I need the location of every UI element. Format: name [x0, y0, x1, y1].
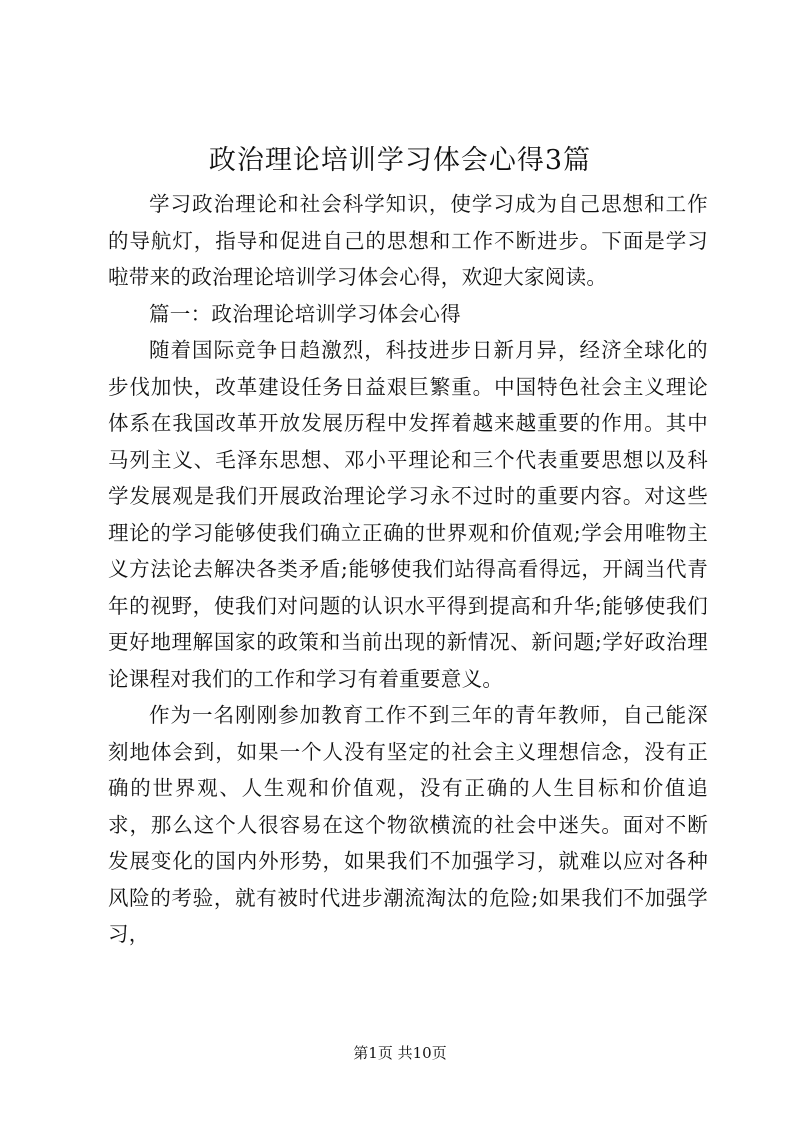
page-number-footer: 第1页 共10页: [353, 1044, 447, 1062]
section-heading: 篇一：政治理论培训学习体会心得: [149, 301, 461, 326]
body-paragraph-2: 作为一名刚刚参加教育工作不到三年的青年教师，自己能深刻地体会到，如果一个人没有坚定的社会主义理想信念，没有正确的世界观、人生观和价值观，没有正确的人生目标和价值追求，那么这个人很容易在这个物欲横流的社会中迷失。面对不断发展变化的国内外形势，如果我们不加强学习，就难以应对各种风险的考验，就有被时代进步潮流淘汰的危险;如果我们不加强学习，: [108, 703, 708, 946]
body-paragraph-1: 随着国际竞争日趋激烈，科技进步日新月异，经济全球化的步伐加快，改革建设任务日益艰巨繁重。中国特色社会主义理论体系在我国改革开放发展历程中发挥着越来越重要的作用。其中马列主义、毛泽东思想、邓小平理论和三个代表重要思想以及科学发展观是我们开展政治理论学习永不过时的重要内容。对这些理论的学习能够使我们确立正确的世界观和价值观;学会用唯物主义方法论去解决各类矛盾;能够使我们站得高看得远，开阔当代青年的视野，使我们对问题的认识水平得到提高和升华;能够使我们更好地理解国家的政策和当前出现的新情况、新问题;学好政治理论课程对我们的工作和学习有着重要意义。: [108, 338, 708, 691]
document-body: [108, 186, 708, 953]
intro-paragraph: 学习政治理论和社会科学知识，使学习成为自己思想和工作的导航灯，指导和促进自己的思想和工作不断进步。下面是学习啦带来的政治理论培训学习体会心得，欢迎大家阅读。: [108, 192, 708, 289]
document-title: 政治理论培训学习体会心得3篇: [208, 145, 592, 176]
